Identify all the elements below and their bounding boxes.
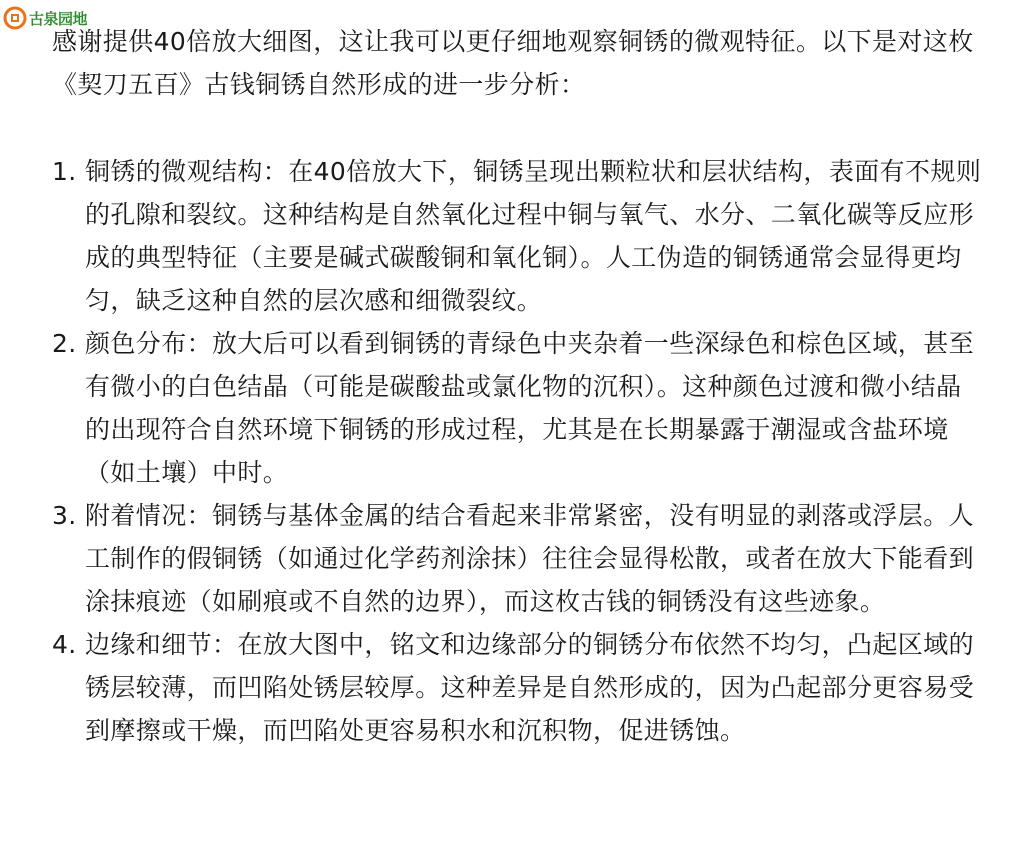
list-item-text: 颜色分布：放大后可以看到铜锈的青绿色中夹杂着一些深绿色和棕色区域，甚至有微小的白色结晶（可能是碳酸盐或氯化物的沉积）。这种颜色过渡和微小结晶的出现符合自然环境下铜锈的形成过程，尤其是在长期暴露于潮湿或含盐环境（如土壤）中时。 (85, 329, 975, 487)
list-item-text: 边缘和细节：在放大图中，铭文和边缘部分的铜锈分布依然不均匀，凸起区域的锈层较薄，而凹陷处锈层较厚。这种差异是自然形成的，因为凸起部分更容易受到摩擦或干燥，而凹陷处更容易积水和沉积物，促进锈蚀。 (85, 630, 975, 745)
list-item-number: 4. (52, 630, 77, 659)
analysis-list (52, 150, 982, 752)
list-item (52, 322, 982, 494)
coin-logo-icon (2, 5, 28, 31)
list-item-number: 1. (52, 157, 77, 186)
list-item-text: 铜锈的微观结构：在40倍放大下，铜锈呈现出颗粒状和层状结构，表面有不规则的孔隙和裂纹。这种结构是自然氧化过程中铜与氧气、水分、二氧化碳等反应形成的典型特征（主要是碱式碳酸铜和氧化铜）。人工伪造的铜锈通常会显得更均匀，缺乏这种自然的层次感和细微裂纹。 (85, 157, 982, 315)
list-item (52, 623, 982, 752)
list-item-number: 3. (52, 501, 77, 530)
message-content (52, 0, 982, 752)
list-item-text: 附着情况：铜锈与基体金属的结合看起来非常紧密，没有明显的剥落或浮层。人工制作的假铜锈（如通过化学药剂涂抹）往往会显得松散，或者在放大下能看到涂抹痕迹（如刷痕或不自然的边界），而这枚古钱的铜锈没有这些迹象。 (85, 501, 975, 616)
intro-paragraph: 感谢提供40倍放大细图，这让我可以更仔细地观察铜锈的微观特征。以下是对这枚《契刀五百》古钱铜锈自然形成的进一步分析： (52, 27, 974, 99)
watermark-text: 古泉园地 (29, 9, 88, 28)
list-item-number: 2. (52, 329, 77, 358)
list-item (52, 494, 982, 623)
list-item (52, 150, 982, 322)
